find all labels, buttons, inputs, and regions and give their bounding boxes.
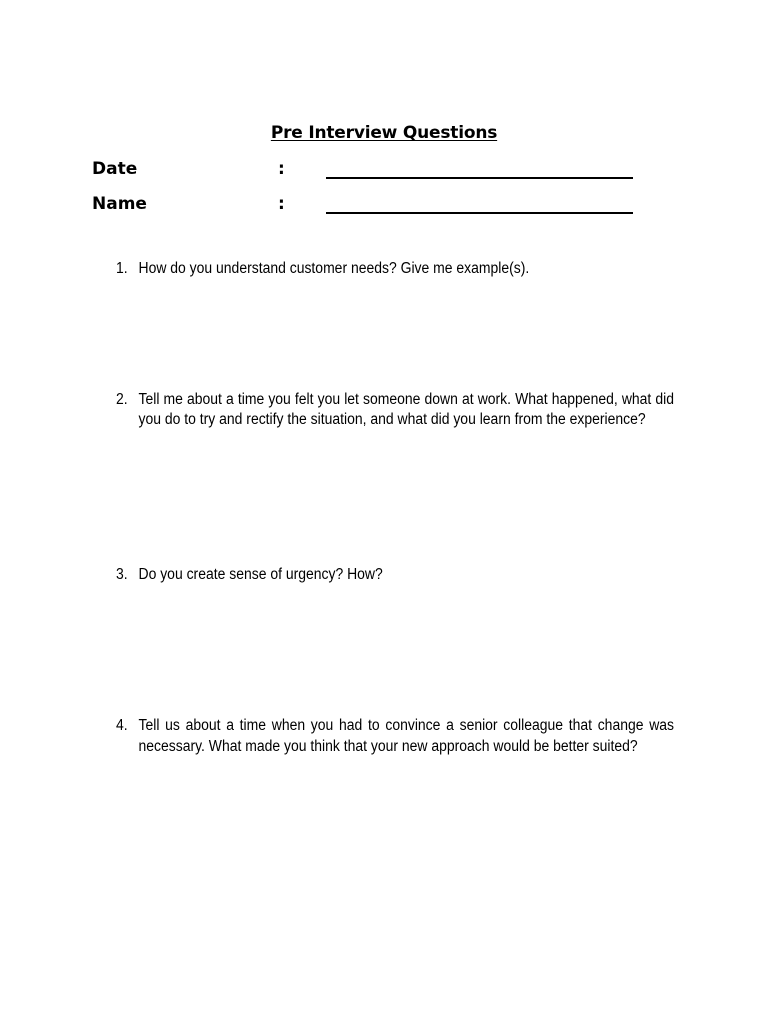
question-text: Do you create sense of urgency? How? (138, 566, 383, 583)
question-number: 3. (116, 566, 128, 583)
name-field-row (92, 194, 652, 218)
question-item (116, 390, 674, 429)
date-separator: : (278, 159, 285, 179)
date-label: Date (92, 159, 138, 179)
question-number: 1. (116, 260, 128, 277)
question-item (116, 259, 618, 279)
question-text: Tell me about a time you felt you let someone down at work. What happened, what did you do to try and rectify the situation, and what did you learn from the experience? (138, 391, 674, 428)
name-blank-line[interactable] (326, 212, 633, 214)
document-title: Pre Interview Questions (270, 123, 498, 143)
question-text: Tell us about a time when you had to convince a senior colleague that change was necessary. What made you think that your new approach would be better suited? (138, 717, 674, 755)
question-number: 2. (116, 391, 128, 408)
date-blank-line[interactable] (326, 177, 633, 179)
name-separator: : (278, 194, 285, 214)
question-item (116, 715, 674, 757)
name-label: Name (92, 194, 147, 214)
question-item (116, 565, 618, 585)
date-field-row (92, 159, 652, 183)
question-number: 4. (116, 717, 128, 734)
question-text: How do you understand customer needs? Give me example(s). (138, 260, 530, 277)
